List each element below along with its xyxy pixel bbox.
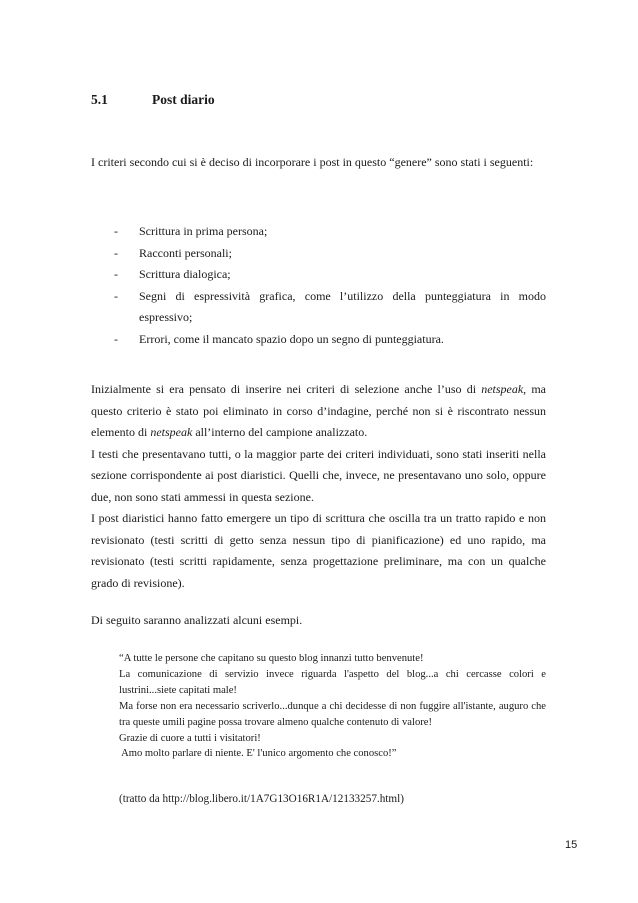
list-item: - Segni di espressività grafica, come l’utilizzo della punteggiatura in modo espressivo; bbox=[114, 286, 546, 329]
list-item: - Racconti personali; bbox=[114, 243, 546, 265]
intro-paragraph: I criteri secondo cui si è deciso di incorporare i post in questo “genere” sono stati i seguenti: bbox=[91, 155, 534, 169]
list-item: - Scrittura dialogica; bbox=[114, 264, 546, 286]
quote-line: Grazie di cuore a tutti i visitatori! bbox=[119, 732, 261, 744]
bullet-dash: - bbox=[114, 331, 118, 346]
quote-line: “A tutte le persone che capitano su questo blog innanzi tutto benvenute! bbox=[119, 653, 424, 664]
body-sentence: I post diaristici hanno fatto emergere un tipo di scrittura che oscilla tra un tratto rapido e non revisionato (testi scritti di getto senza nessun tipo di pianificazione) ed uno rapido, ma revisionato (testi scritti rapidamente, senza progettazione preliminare, ma con un qualche grado di revisione). bbox=[91, 511, 546, 590]
bullet-dash: - bbox=[114, 267, 118, 281]
blog-quote bbox=[119, 651, 546, 762]
quote-line: Ma forse non era necessario scriverlo...dunque a chi decidesse di non fuggire all'istante, auguro che tra queste umili pagine possa trovare almeno qualche contenuto di valore! bbox=[119, 700, 546, 728]
quote-line: La comunicazione di servizio invece riguarda l'aspetto del blog...a chi cercasse colori e lustrini...siete capitati male! bbox=[119, 668, 546, 696]
section-title: Post diario bbox=[152, 92, 215, 107]
section-heading bbox=[91, 92, 215, 108]
quote-line: Amo molto parlare di niente. E' l'unico argomento che conosco!” bbox=[119, 748, 397, 760]
body-paragraphs: Inizialmente si era pensato di inserire nei criteri di selezione anche l’uso di netspeak, ma questo criterio è stato poi eliminato in corso d’indagine, perché non si è riscontrato nessun elemento di netspeak all’interno del campione analizzato. I testi che presentavano tutti, o la maggior parte dei criteri individuati, sono stati inseriti nella sezione corrispondente ai post diaristici. Quelli che, invece, ne presentavano uno solo, oppure due, non sono stati ammessi in questa sezione. I post diaristici hanno fatto emergere un tipo di scrittura che oscilla tra un tratto rapido e non revisionato (testi scritti di getto senza nessun tipo di pianificazione) ed uno rapido, ma revisionato (testi scritti rapidamente, senza progettazione preliminare, ma con un qualche grado di revisione). bbox=[91, 382, 546, 590]
list-item: - Scrittura in prima persona; bbox=[114, 221, 546, 243]
examples-intro: Di seguito saranno analizzati alcuni esempi. bbox=[91, 613, 303, 627]
body-sentence: I testi che presentavano tutti, o la maggior parte dei criteri individuati, sono stati inseriti nella sezione corrispondente ai post diaristici. Quelli che, invece, ne presentavano uno solo, oppure due, non sono stati ammessi in questa sezione. bbox=[91, 446, 546, 504]
section-number: 5.1 bbox=[91, 92, 108, 107]
bullet-dash: - bbox=[114, 288, 118, 303]
bullet-dash: - bbox=[114, 224, 118, 238]
criteria-list bbox=[114, 221, 546, 350]
netspeak-term: netspeak bbox=[481, 382, 524, 396]
netspeak-term: netspeak bbox=[150, 425, 193, 439]
bullet-dash: - bbox=[114, 245, 118, 260]
quote-source: (tratto da http://blog.libero.it/1A7G13O16R1A/12133257.html) bbox=[119, 793, 404, 805]
page-number: 15 bbox=[565, 839, 578, 851]
list-item: - Errori, come il mancato spazio dopo un segno di punteggiatura. bbox=[114, 329, 546, 351]
